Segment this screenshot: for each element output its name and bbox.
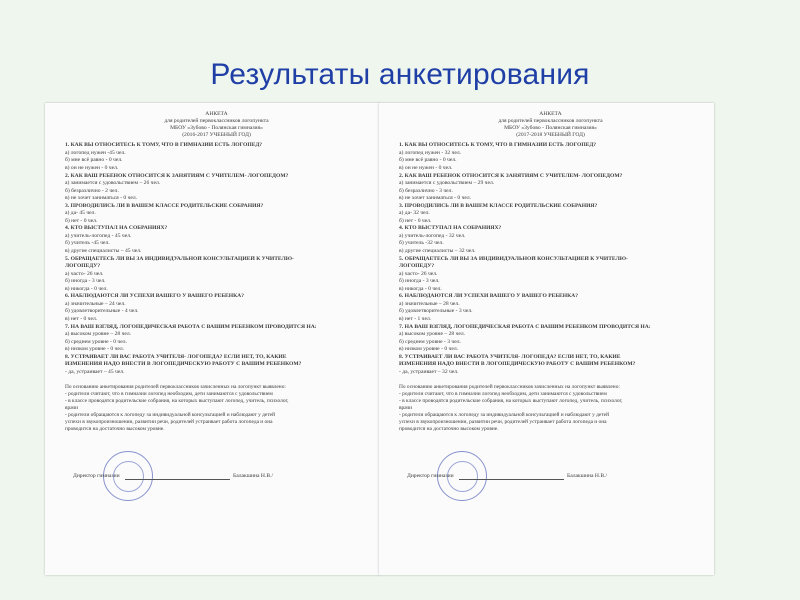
summary-line: врачи [399, 405, 413, 412]
header-line: (2016-2017 УЧЕБНЫЙ ГОД) [182, 132, 251, 139]
question-line: ЛОГОПЕДУ? [65, 263, 101, 270]
answer-line: в) низком уровне - 0 чел. [65, 346, 125, 353]
question-line: 2. КАК ВАШ РЕБЁНОК ОТНОСИТСЯ К ЗАНЯТИЯМ С УЧИТЕЛЕМ- ЛОГОПЕДОМ? [399, 172, 623, 179]
answer-line: б) иногда - 3 чел. [65, 278, 106, 285]
question-line: 4. КТО ВЫСТУПАЛ НА СОБРАНИЯХ? [399, 225, 502, 232]
answer-line: б) мне всё равно - 0 чел. [399, 157, 457, 164]
header-line: МБОУ «Зубово - Полянская гимназия» [170, 125, 263, 132]
summary-line: - родители считают, что в гимназии логопед необходим, дети занимаются с удовольствием [399, 391, 607, 398]
question-line: 5. ОБРАЩАЕТЕСЬ ЛИ ВЫ ЗА ИНДИВИДУАЛЬНОЙ КОНСУЛЬТАЦИЕЙ К УЧИТЕЛЮ- [399, 255, 628, 262]
question-line: 2. КАК ВАШ РЕБЁНОК ОТНОСИТСЯ К ЗАНЯТИЯМ С УЧИТЕЛЕМ- ЛОГОПЕДОМ? [65, 172, 289, 179]
signature-block [399, 451, 702, 491]
header-line: МБОУ «Зубово - Полянская гимназия» [504, 125, 597, 132]
question-line: 3. ПРОВОДИЛИСЬ ЛИ В ВАШЕМ КЛАССЕ РОДИТЕЛЬСКИЕ СОБРАНИЯ? [399, 202, 598, 209]
summary-text [399, 391, 702, 433]
question-line: 7. НА ВАШ ВЗГЛЯД, ЛОГОПЕДИЧЕСКАЯ РАБОТА С ВАШИМ РЕБЁНКОМ ПРОВОДИТСЯ НА: [399, 323, 651, 330]
signer-position: Директор гимназии [73, 473, 120, 480]
answer-line: б) удовлетворительные - 4 чел. [65, 308, 139, 315]
answer-line: а) занимается с удовольствием – 26 чел. [65, 180, 161, 187]
header-line: АНКЕТА [205, 111, 228, 117]
question-line: 6. НАБЛЮДАЮТСЯ ЛИ УСПЕХИ ВАШЕГО У ВАШЕГО РЕБЁНКА? [65, 293, 245, 300]
answer-line: - да, устраивает – 45 чел. [65, 368, 125, 375]
answer-line: в) низком уровне - 0 чел. [399, 346, 459, 353]
question-line: ИЗМЕНЕНИЯ НАДО ВНЕСТИ В ЛОГОПЕДИЧЕСКУЮ РАБОТУ С ВАШИМ РЕБЁНКОМ? [65, 361, 302, 368]
answer-line: в) другие специалисты – 32 чел. [399, 248, 476, 255]
answer-line: б) иногда - 3 чел. [399, 278, 440, 285]
answer-line: а) занимается с удовольствием – 29 чел. [399, 180, 495, 187]
answer-line: б) безразлично - 3 чел. [399, 187, 453, 194]
answer-line: а) логопед нужен -45 чел. [65, 149, 126, 156]
answer-line: а) логопед нужен - 32 чел. [399, 149, 462, 156]
answer-line: - да, устраивает – 32 чел. [399, 368, 459, 375]
summary-text [65, 391, 368, 433]
question-line: ЛОГОПЕДУ? [399, 263, 435, 270]
answer-line: б) среднем уровне - 0 чел. [65, 338, 127, 345]
survey-header [65, 111, 368, 139]
question-line: 7. НА ВАШ ВЗГЛЯД, ЛОГОПЕДИЧЕСКАЯ РАБОТА С ВАШИМ РЕБЁНКОМ ПРОВОДИТСЯ НА: [65, 323, 317, 330]
summary-line: проводится на достаточно высоком уровне. [65, 426, 165, 433]
answer-line: а) высоком уровне – 28 чел. [65, 331, 132, 338]
answer-line: в) нет - 1 чел. [399, 315, 432, 322]
summary-title: По основанию анкетирования родителей первоклассников зачисленных на логопункт выявлено: [65, 384, 286, 391]
question-line: 1. КАК ВЫ ОТНОСИТЕСЬ К ТОМУ, ЧТО В ГИМНАЗИИ ЕСТЬ ЛОГОПЕД? [399, 142, 597, 149]
signer-name: Балакшина Н.В./ [567, 473, 608, 480]
summary-line: - в классе проводятся родительские собрания, на которых выступают логопед, учитель, психолог, [65, 398, 289, 405]
answer-line: б) безразлично - 2 чел. [65, 187, 119, 194]
summary-line: - в классе проводятся родительские собрания, на которых выступают логопед, учитель, психолог, [399, 398, 623, 405]
answer-line: в) никогда - 0 чел. [399, 285, 442, 292]
header-line: для родителей первоклассников логопункта [164, 118, 269, 125]
summary-line: - родители считают, что в гимназии логопед необходим, дети занимаются с удовольствием [65, 391, 273, 398]
answer-line: а) значительные – 24 чел. [65, 300, 126, 307]
answer-line: в) другие специалисты – 45 чел. [65, 248, 142, 255]
signer-position: Директор гимназии [407, 473, 454, 480]
summary-line: - родители обращаются к логопеду за индивидуальной консультацией и наблюдают у детей [65, 412, 275, 419]
survey-scan-2016-2017 [45, 103, 380, 575]
signer-name: Балакшина Н.В./ [233, 473, 274, 480]
answer-line: в) он не нужен - 0 чел. [65, 165, 119, 172]
answer-line: а) часто- 26 чел. [399, 270, 438, 277]
question-line: 6. НАБЛЮДАЮТСЯ ЛИ УСПЕХИ ВАШЕГО У ВАШЕГО РЕБЁНКА? [399, 293, 579, 300]
summary-line: успехи в звукопроизношении, развитии речи, родителей устраивает работа логопеда и она [65, 419, 273, 426]
summary-line: проводится на достаточно высоком уровне. [399, 426, 499, 433]
question-line: 1. КАК ВЫ ОТНОСИТЕСЬ К ТОМУ, ЧТО В ГИМНАЗИИ ЕСТЬ ЛОГОПЕД? [65, 142, 263, 149]
answer-line: б) мне всё равно - 0 чел. [65, 157, 123, 164]
answer-line: а) учитель-логопед - 45 чел. [65, 232, 132, 239]
summary-line: успехи в звукопроизношении, развитии речи, родителей устраивает работа логопеда и она [399, 419, 607, 426]
signature-line [125, 479, 230, 480]
answer-line: б) нет - 0 чел. [65, 217, 98, 224]
answer-line: б) учитель -45 чел. [65, 240, 110, 247]
answer-line: а) учитель-логопед - 32 чел. [399, 232, 466, 239]
answer-line: б) удовлетворительные - 3 чел. [399, 308, 473, 315]
answer-line: а) да- 32 чел. [399, 210, 430, 217]
answer-line: а) высоком уровне – 28 чел. [399, 331, 466, 338]
answer-line: а) да- 45 чел. [65, 210, 96, 217]
answer-line: б) нет - 0 чел. [399, 217, 432, 224]
answer-line: в) не хочет заниматься - 0 чел. [65, 195, 138, 202]
slide-title: Результаты анкетирования [210, 58, 590, 91]
answer-line: а) часто- 26 чел. [65, 270, 104, 277]
survey-questions [399, 142, 702, 376]
question-line: 3. ПРОВОДИЛИСЬ ЛИ В ВАШЕМ КЛАССЕ РОДИТЕЛЬСКИЕ СОБРАНИЯ? [65, 202, 264, 209]
survey-scan-2017-2018 [379, 103, 714, 575]
question-line: 8. УСТРАИВАЕТ ЛИ ВАС РАБОТА УЧИТЕЛЯ- ЛОГОПЕДА? ЕСЛИ НЕТ, ТО, КАКИЕ [65, 353, 287, 360]
survey-header [399, 111, 702, 139]
answer-line: в) нет - 0 чел. [65, 315, 98, 322]
summary-title: По основанию анкетирования родителей первоклассников зачисленных на логопункт выявлено: [399, 384, 620, 391]
question-line: ИЗМЕНЕНИЯ НАДО ВНЕСТИ В ЛОГОПЕДИЧЕСКУЮ РАБОТУ С ВАШИМ РЕБЁНКОМ? [399, 361, 636, 368]
summary-line: врачи [65, 405, 79, 412]
signature-line [459, 479, 564, 480]
answer-line: в) он не нужен - 0 чел. [399, 165, 453, 172]
answer-line: б) учитель -32 чел. [399, 240, 444, 247]
summary-line: - родители обращаются к логопеду за индивидуальной консультацией и наблюдают у детей [399, 412, 609, 419]
header-line: АНКЕТА [539, 111, 562, 117]
signature-block [65, 451, 368, 491]
survey-questions [65, 142, 368, 376]
answer-line: а) значительные – 28 чел. [399, 300, 460, 307]
header-line: (2017-2018 УЧЕБНЫЙ ГОД) [516, 132, 585, 139]
header-line: для родителей первоклассников логопункта [498, 118, 603, 125]
question-line: 5. ОБРАЩАЕТЕСЬ ЛИ ВЫ ЗА ИНДИВИДУАЛЬНОЙ КОНСУЛЬТАЦИЕЙ К УЧИТЕЛЮ- [65, 255, 294, 262]
answer-line: в) никогда - 0 чел. [65, 285, 108, 292]
question-line: 8. УСТРАИВАЕТ ЛИ ВАС РАБОТА УЧИТЕЛЯ- ЛОГОПЕДА? ЕСЛИ НЕТ, ТО, КАКИЕ [399, 353, 621, 360]
question-line: 4. КТО ВЫСТУПАЛ НА СОБРАНИЯХ? [65, 225, 168, 232]
answer-line: б) среднем уровне - 3 чел. [399, 338, 461, 345]
answer-line: в) не хочет заниматься - 0 чел. [399, 195, 472, 202]
